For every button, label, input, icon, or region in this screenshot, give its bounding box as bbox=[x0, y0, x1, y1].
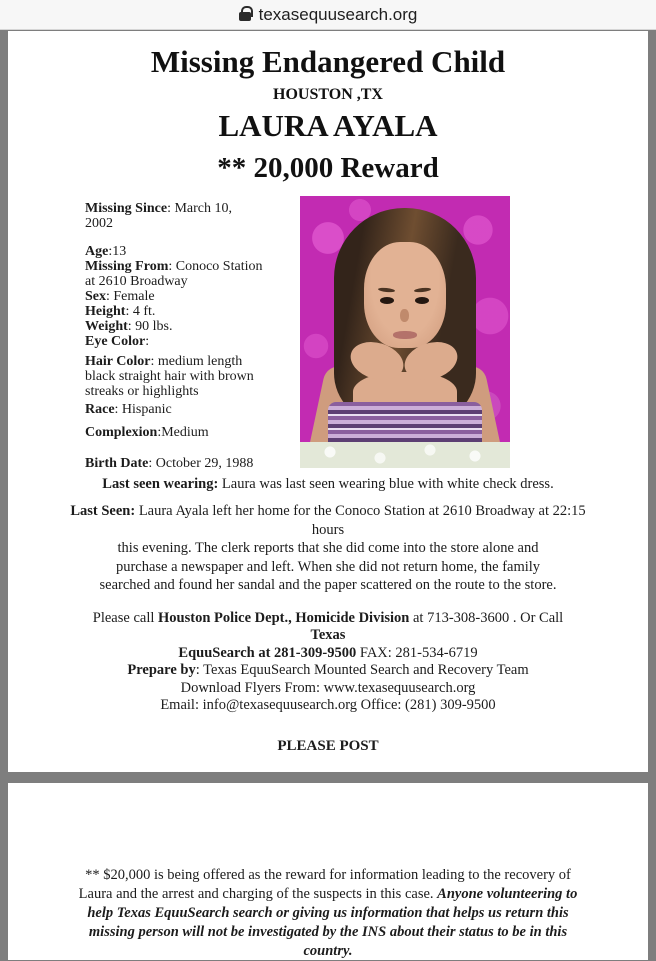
email-office-line: Email: info@texasequusearch.org Office: (281) 309-9500 bbox=[160, 697, 496, 713]
reward-note-card bbox=[8, 783, 648, 960]
detail-missing-since: Missing Since: March 10, 2002 bbox=[85, 201, 233, 231]
detail-missing-from: Missing From: Conoco Station at 2610 Broadway bbox=[85, 259, 263, 289]
detail-race: Race: Hispanic bbox=[85, 402, 172, 417]
detail-weight: Weight: 90 lbs. bbox=[85, 319, 173, 334]
lock-icon bbox=[239, 12, 251, 21]
detail-hair-color: Hair Color: medium length black straight hair with brown streaks or highlights bbox=[85, 354, 254, 399]
photo-nose bbox=[400, 309, 409, 322]
person-details bbox=[85, 201, 263, 471]
please-post-label: PLEASE POST bbox=[277, 737, 379, 754]
detail-age: Age:13 bbox=[85, 244, 127, 259]
contact-info: Please call Houston Police Dept., Homicide Division at 713-308-3600 . Or Call Texas EquuSearch at 281-309-9500 FAX: 281-534-6719 Prepare by: Texas EquuSearch Mounted Search and Recovery Team Download Flyers From: www.texasequusearch.org Email: info@texasequusearch.org Office: (281) 309-9500 bbox=[92, 609, 564, 713]
detail-complexion: Complexion:Medium bbox=[85, 425, 209, 440]
photo-lips bbox=[393, 331, 417, 339]
detail-eye-color: Eye Color: bbox=[85, 334, 150, 349]
url-text: texasequusearch.org bbox=[258, 4, 418, 24]
download-flyers-line: Download Flyers From: www.texasequusearch.org bbox=[180, 679, 476, 696]
last-seen-paragraph: Last Seen: Laura Ayala left her home for the Conoco Station at 2610 Broadway at 22:15 hours this evening. The clerk reports that she did come into the store alone and purchase a newspaper and left. When she did not return home, the family searched and found her sandal and the paper scattered on the route to the store. bbox=[70, 503, 586, 593]
person-name: LAURA AYALA bbox=[218, 108, 438, 143]
details-photo-row bbox=[8, 196, 648, 471]
detail-height: Height: 4 ft. bbox=[85, 304, 156, 319]
missing-person-photo bbox=[300, 196, 510, 468]
poster-title: Missing Endangered Child bbox=[150, 44, 506, 79]
photo-right-eye bbox=[415, 297, 429, 304]
photo-left-eye bbox=[380, 297, 394, 304]
browser-status-bar[interactable] bbox=[0, 0, 656, 30]
photo-white-dress bbox=[300, 442, 510, 468]
detail-birth-date: Birth Date: October 29, 1988 bbox=[85, 456, 254, 471]
poster-location: HOUSTON ,TX bbox=[273, 86, 383, 103]
last-seen-wearing: Last seen wearing: Laura was last seen wearing blue with white check dress. bbox=[102, 476, 554, 492]
poster-card bbox=[8, 31, 648, 772]
detail-sex: Sex: Female bbox=[85, 289, 155, 304]
reward-heading: ** 20,000 Reward bbox=[217, 152, 439, 184]
reward-note: ** $20,000 is being offered as the reward for information leading to the recovery of Laura and the arrest and charging of the suspects in this case. Anyone volunteering to help Texas EquuSearch search or giving us information that helps us return this missing person will not be investigated by the INS about their status to be in this country. bbox=[78, 867, 578, 959]
